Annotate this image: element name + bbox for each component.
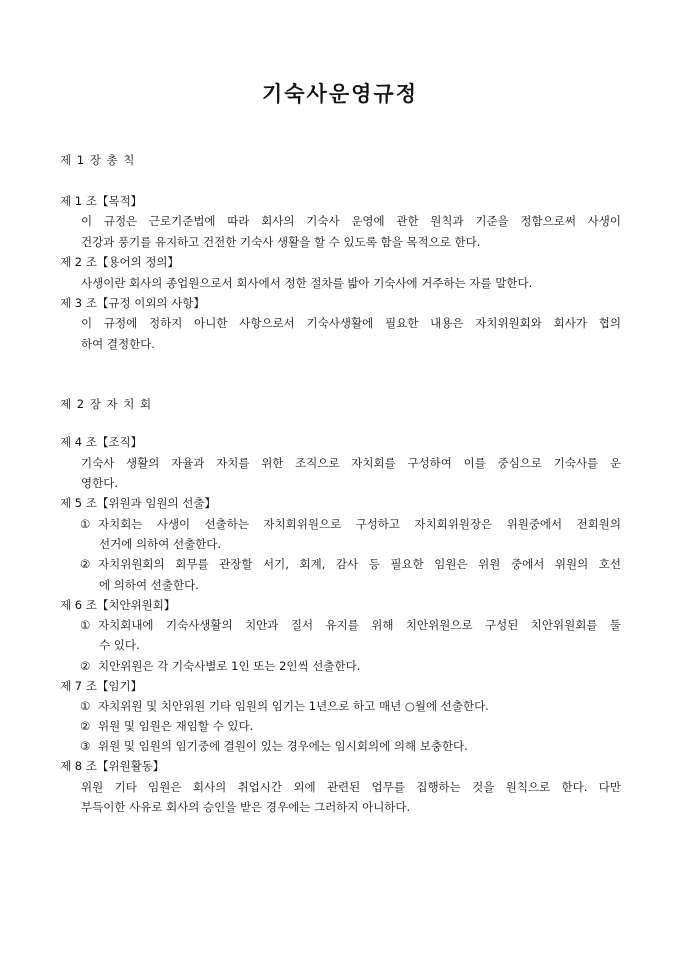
item-marker: ② — [80, 719, 91, 733]
article-7-item-2 — [80, 718, 253, 734]
chapter-2-heading: 제 2 장 자 치 회 — [60, 397, 153, 411]
article-1-line-2: 건강과 풍기를 유지하고 건전한 기숙사 생활을 할 수 있도록 함을 목적으로 한다. — [81, 235, 481, 249]
item-text: 위원 및 임원의 임기중에 결원이 있는 경우에는 임시회의에 의해 보충한다. — [98, 739, 468, 753]
article-6-item-1 — [80, 617, 621, 633]
chapter-1-heading: 제 1 장 총 칙 — [60, 153, 136, 167]
item-text: 위원 및 임원은 재임할 수 있다. — [98, 719, 254, 733]
article-8-line-2: 부득이한 사유로 회사의 승인을 받은 경우에는 그러하지 아니하다. — [81, 800, 411, 814]
article-3-line-2: 하여 결정한다. — [81, 337, 155, 351]
item-marker: ② — [80, 659, 91, 673]
item-text: 자치위원회의 회무를 관장할 서기, 회계, 감사 등 필요한 임원은 위원 중에서 위원의 호선 — [98, 557, 621, 571]
article-1-heading: 제 1 조【목적】 — [60, 194, 143, 208]
item-marker: ① — [80, 517, 91, 531]
item-text: 자치회는 사생이 선출하는 자치회위원으로 구성하고 자치회위원장은 위원중에서 전회원의 — [98, 517, 621, 531]
article-5-item-2-cont: 에 의하여 선출한다. — [99, 578, 199, 592]
article-4-heading: 제 4 조【조직】 — [60, 435, 143, 449]
item-marker: ③ — [80, 739, 91, 753]
article-7-item-3 — [80, 738, 468, 754]
item-text: 자치회내에 기숙사생활의 치안과 질서 유지를 위해 치안위원으로 구성된 치안위원회를 둘 — [98, 618, 621, 632]
item-text: 자치위원 및 치안위원 기타 임원의 임기는 1년으로 하고 매년 ○월에 선출한다. — [98, 699, 489, 713]
article-8-heading: 제 8 조【위원활동】 — [60, 759, 165, 773]
article-4-line-2: 영한다. — [81, 476, 118, 490]
document-title: 기숙사운영규정 — [261, 81, 418, 106]
article-7-heading: 제 7 조【임기】 — [60, 679, 143, 693]
article-2-heading: 제 2 조【용어의 정의】 — [60, 255, 180, 269]
item-text: 치안위원은 각 기숙사별로 1인 또는 2인씩 선출한다. — [98, 659, 361, 673]
item-marker: ① — [80, 699, 91, 713]
article-3-heading: 제 3 조【규정 이외의 사항】 — [60, 296, 205, 310]
article-2-line-1: 사생이란 회사의 종업원으로서 회사에서 정한 절차를 밟아 기숙사에 거주하는 자를 말한다. — [81, 276, 533, 290]
article-5-item-2 — [80, 556, 621, 572]
article-5-heading: 제 5 조【위원과 임원의 선출】 — [60, 496, 217, 510]
article-5-item-1-cont: 선거에 의하여 선출한다. — [99, 537, 222, 551]
article-6-item-2 — [80, 658, 360, 674]
article-7-item-1 — [80, 698, 489, 714]
article-6-heading: 제 6 조【치안위원회】 — [60, 598, 176, 612]
article-1-line-1: 이 규정은 근로기준법에 따라 회사의 기숙사 운영에 관한 원칙과 기준을 정함으로써 사생이 — [81, 214, 621, 228]
article-6-item-1-cont: 수 있다. — [99, 638, 140, 652]
item-marker: ① — [80, 618, 91, 632]
article-5-item-1 — [80, 516, 621, 532]
article-8-line-1: 위원 기타 임원은 회사의 취업시간 외에 관련된 업무를 집행하는 것을 원칙으로 한다. 다만 — [81, 780, 621, 794]
article-4-line-1: 기숙사 생활의 자율과 자치를 위한 조직으로 자치회를 구성하여 이를 중심으로 기숙사를 운 — [81, 456, 621, 470]
article-3-line-1: 이 규정에 정하지 아니한 사항으로서 기숙사생활에 필요한 내용은 자치위원회와 회사가 협의 — [81, 316, 621, 330]
item-marker: ② — [80, 557, 91, 571]
